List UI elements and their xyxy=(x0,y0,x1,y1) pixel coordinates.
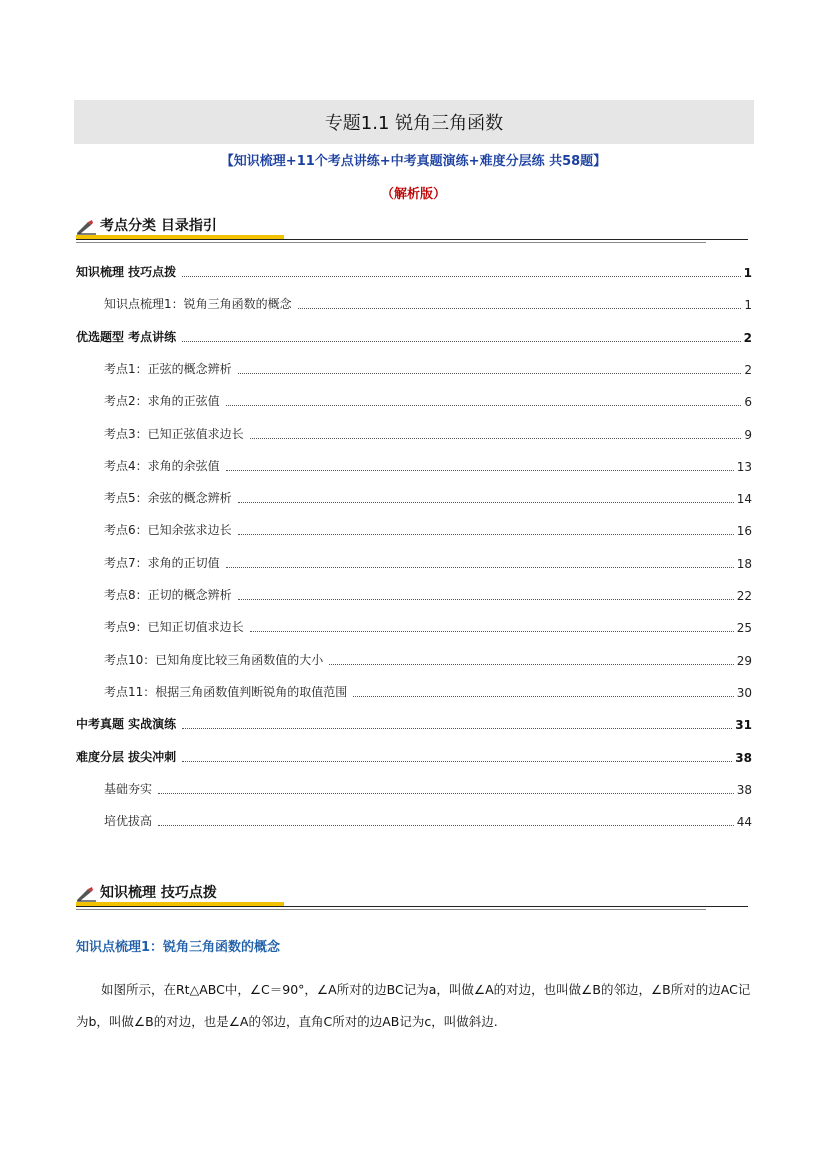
toc-entry-title: 考点11：根据三角函数值判断锐角的取值范围 xyxy=(104,684,348,699)
toc-leader-dots xyxy=(182,275,740,277)
toc-leader-dots xyxy=(226,469,734,471)
toc-entry-page: 2 xyxy=(744,362,752,377)
toc-entry[interactable] xyxy=(76,710,752,732)
toc-leader-dots xyxy=(226,404,742,406)
toc-entry-page: 38 xyxy=(736,782,752,797)
toc-entry-page: 44 xyxy=(736,815,752,830)
toc-entry[interactable] xyxy=(76,549,752,571)
toc-entry-title: 考点2：求角的正弦值 xyxy=(104,394,220,409)
toc-entry-title: 基础夯实 xyxy=(104,781,153,796)
knowledge-point-text: 如图所示，在Rt△ABC中，∠C＝90°，∠A所对的边BC记为a，叫做∠A的对边，也叫做∠B的邻边，∠B所对的边AC记为b，叫做∠B的对边，也是∠A的邻边，直角C所对的边AB记为c，叫做斜边. xyxy=(76,982,751,1029)
toc-entry-title: 知识梳理 技巧点拨 xyxy=(76,265,177,279)
toc-entry-title: 考点7：求角的正切值 xyxy=(104,555,220,570)
toc-entry-page: 1 xyxy=(743,266,752,280)
header-rule-thin xyxy=(76,242,706,243)
toc-entry-page: 13 xyxy=(736,459,752,474)
toc-entry-title: 知识点梳理1：锐角三角函数的概念 xyxy=(104,297,292,312)
toc-entry-title: 培优拔高 xyxy=(104,814,153,829)
knowledge-section-header xyxy=(76,880,748,910)
toc-entry-page: 14 xyxy=(736,492,752,507)
toc-entry[interactable] xyxy=(76,613,752,635)
toc-leader-dots xyxy=(158,824,734,826)
toc-entry-title: 优选题型 考点讲练 xyxy=(76,329,177,344)
toc-entry-page: 18 xyxy=(736,556,752,571)
toc-leader-dots xyxy=(238,533,734,535)
toc-entry-title: 中考真题 实战演练 xyxy=(76,717,177,732)
toc-entry[interactable] xyxy=(76,807,752,829)
toc-header-label: 考点分类 目录指引 xyxy=(100,218,217,234)
toc-entry-page: 29 xyxy=(736,653,752,668)
header-rule xyxy=(76,906,748,907)
toc-entry[interactable] xyxy=(76,678,752,700)
toc-entry-page: 16 xyxy=(736,524,752,539)
toc-leader-dots xyxy=(182,760,732,762)
toc-entry-title: 考点3：已知正弦值求边长 xyxy=(104,426,244,441)
toc-leader-dots xyxy=(238,372,742,374)
toc-entry[interactable] xyxy=(76,775,752,797)
toc-leader-dots xyxy=(158,792,734,794)
toc-entry[interactable] xyxy=(76,646,752,668)
toc-entry[interactable] xyxy=(76,516,752,538)
toc-entry-page: 25 xyxy=(736,621,752,636)
toc-leader-dots xyxy=(238,501,734,503)
knowledge-point-title: 知识点梳理1：锐角三角函数的概念 xyxy=(76,940,281,955)
toc-leader-dots xyxy=(238,598,734,600)
document-title: 专题1.1 锐角三角函数 xyxy=(74,100,754,144)
toc-entry-page: 1 xyxy=(744,298,752,313)
toc-entry[interactable] xyxy=(76,258,752,280)
toc-entry-title: 考点5：余弦的概念辨析 xyxy=(104,491,232,506)
toc-entry[interactable] xyxy=(76,484,752,506)
toc-entry[interactable] xyxy=(76,743,752,765)
toc-entry-title: 考点4：求角的余弦值 xyxy=(104,458,220,473)
toc-entry-title: 考点8：正切的概念辨析 xyxy=(104,588,232,602)
toc-entry-page: 22 xyxy=(736,589,752,603)
pen-icon xyxy=(76,219,98,235)
toc-leader-dots xyxy=(250,437,742,439)
toc-entry[interactable] xyxy=(76,355,752,377)
toc-entry-page: 31 xyxy=(735,718,752,733)
toc-entry[interactable] xyxy=(76,420,752,442)
toc-entry-title: 难度分层 拔尖冲刺 xyxy=(76,749,177,764)
pen-icon xyxy=(76,886,98,902)
document-subtitle: 【知识梳理+11个考点讲练+中考真题演练+难度分层练 共58题】 xyxy=(220,154,607,169)
toc-entry-page: 30 xyxy=(736,685,752,700)
toc-entry[interactable] xyxy=(76,387,752,409)
header-rule xyxy=(76,239,748,240)
toc-section-header xyxy=(76,213,748,243)
toc-entry[interactable] xyxy=(76,581,752,603)
toc-entry-page: 9 xyxy=(744,427,752,442)
toc-leader-dots xyxy=(250,630,734,632)
toc-entry-title: 考点9：已知正切值求边长 xyxy=(104,620,244,635)
header-rule-thin xyxy=(76,909,706,910)
toc-leader-dots xyxy=(298,307,742,309)
toc-leader-dots xyxy=(182,727,732,729)
toc-entry-page: 2 xyxy=(743,330,752,345)
knowledge-header-label: 知识梳理 技巧点拨 xyxy=(100,885,217,901)
toc-entry[interactable] xyxy=(76,290,752,312)
toc-entry-title: 考点6：已知余弦求边长 xyxy=(104,523,232,538)
toc-leader-dots xyxy=(226,566,734,568)
toc-entry[interactable] xyxy=(76,452,752,474)
toc-leader-dots xyxy=(329,663,733,665)
edition-label: （解析版） xyxy=(380,187,446,202)
toc-leader-dots xyxy=(182,340,740,342)
toc-entry[interactable] xyxy=(76,323,752,345)
toc-entry-page: 6 xyxy=(744,395,752,410)
toc-entry-title: 考点1：正弦的概念辨析 xyxy=(104,361,232,376)
knowledge-point-body xyxy=(76,974,752,1038)
toc-leader-dots xyxy=(353,695,733,697)
toc-entry-page: 38 xyxy=(735,750,752,765)
toc-entry-title: 考点10：已知角度比较三角函数值的大小 xyxy=(104,652,324,667)
